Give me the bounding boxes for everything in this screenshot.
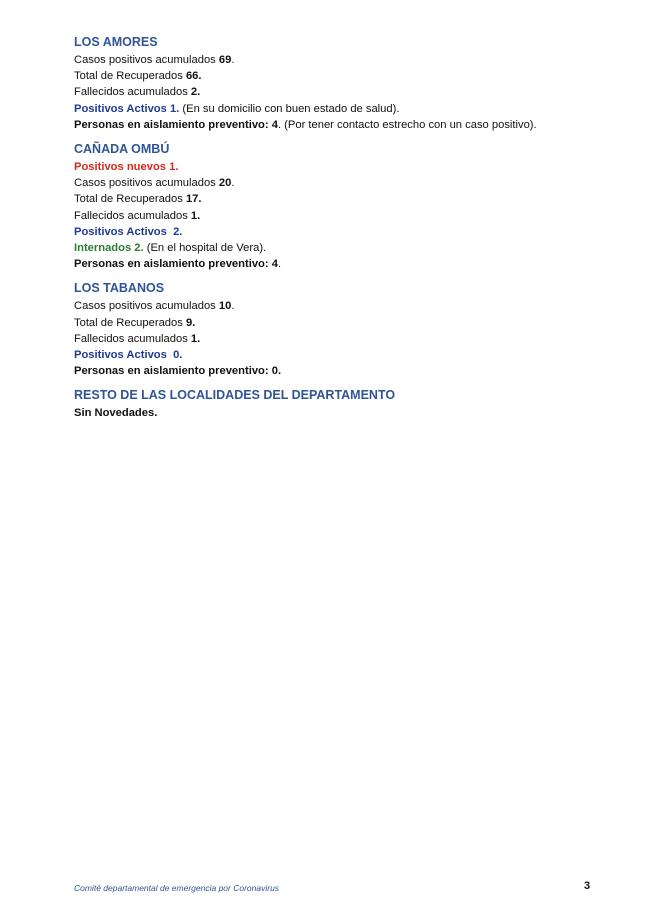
accumulated-cases-line: Casos positivos acumulados 69. — [74, 54, 235, 66]
new-cases-line: Positivos nuevos 1. — [74, 161, 179, 174]
isolation-line: Personas en aislamiento preventivo: 4. (Por tener contacto estrecho con un caso positivo). — [74, 118, 537, 131]
document-body — [74, 34, 634, 430]
section-title: RESTO DE LAS LOCALIDADES DEL DEPARTAMENTO — [74, 388, 396, 403]
recovered-line: Total de Recuperados 17. — [74, 193, 202, 206]
isolation-line: Personas en aislamiento preventivo: 0. — [74, 365, 282, 378]
recovered-line: Total de Recuperados 9. — [74, 316, 196, 329]
isolation-line: Personas en aislamiento preventivo: 4. — [74, 258, 282, 271]
accumulated-cases-line: Casos positivos acumulados 20. — [74, 177, 235, 190]
no-news-line: Sin Novedades. — [74, 407, 158, 420]
deceased-line: Fallecidos acumulados 1. — [74, 209, 201, 222]
section-los-amores — [74, 34, 634, 133]
accumulated-cases-line: Casos positivos acumulados 10. — [74, 300, 235, 313]
section-title: CAÑADA OMBÚ — [74, 142, 170, 157]
hospitalized-line: Internados 2. (En el hospital de Vera). — [74, 242, 267, 255]
section-los-tabanos — [74, 280, 634, 379]
section-rest-of-department — [74, 387, 634, 421]
active-cases-line: Positivos Activos 2. — [74, 225, 183, 238]
section-canada-ombu — [74, 141, 634, 272]
page-number: 3 — [584, 880, 591, 892]
deceased-line: Fallecidos acumulados 2. — [74, 86, 201, 99]
active-cases-line: Positivos Activos 1. (En su domicilio con buen estado de salud). — [74, 102, 400, 115]
section-title: LOS AMORES — [74, 35, 158, 49]
recovered-line: Total de Recuperados 66. — [74, 70, 202, 83]
section-title: LOS TABANOS — [74, 281, 165, 296]
deceased-line: Fallecidos acumulados 1. — [74, 332, 201, 345]
page-footer: Comité departamental de emergencia por Coronavirus — [74, 883, 280, 893]
active-cases-line: Positivos Activos 0. — [74, 349, 183, 362]
